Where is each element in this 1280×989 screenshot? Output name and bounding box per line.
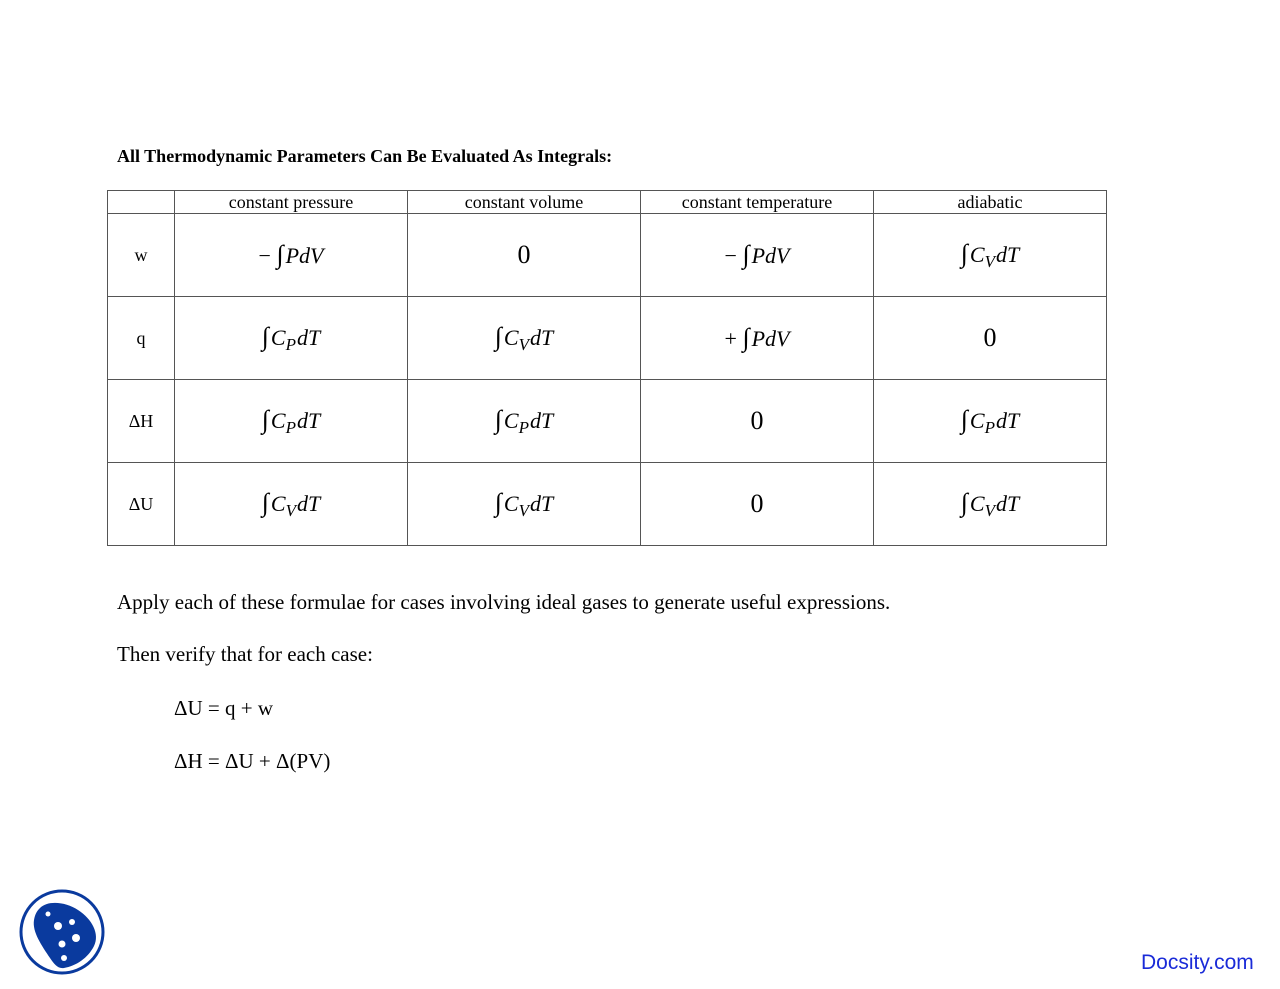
equation-internal-energy: ΔU = q + w bbox=[174, 696, 274, 720]
thermo-table bbox=[107, 190, 1107, 546]
formula-cell bbox=[175, 463, 408, 546]
formula: $\int C_VdT$ bbox=[261, 487, 321, 520]
table-row bbox=[108, 380, 1107, 463]
column-header: constant pressure bbox=[175, 191, 408, 214]
verify-paragraph: Then verify that for each case: bbox=[117, 642, 373, 666]
table-row bbox=[108, 214, 1107, 297]
formula: 0 bbox=[750, 489, 764, 518]
formula-cell bbox=[408, 463, 641, 546]
instruction-paragraph: Apply each of these formulae for cases involving ideal gases to generate useful expressions. bbox=[117, 590, 891, 614]
formula-cell bbox=[175, 214, 408, 297]
column-header-blank bbox=[108, 191, 175, 214]
formula-cell bbox=[874, 214, 1107, 297]
formula: $\int C_PdT$ bbox=[960, 404, 1020, 437]
formula: $\int C_VdT$ bbox=[494, 321, 554, 354]
row-label: ΔU bbox=[108, 463, 175, 546]
formula: $\int C_VdT$ bbox=[960, 487, 1020, 520]
formula-cell bbox=[874, 380, 1107, 463]
table-row bbox=[108, 297, 1107, 380]
column-header: constant temperature bbox=[641, 191, 874, 214]
formula: $\int C_PdT$ bbox=[494, 404, 554, 437]
column-header: adiabatic bbox=[874, 191, 1107, 214]
formula-cell bbox=[175, 380, 408, 463]
table-header-row bbox=[108, 191, 1107, 214]
row-label: w bbox=[108, 214, 175, 297]
formula-cell bbox=[641, 380, 874, 463]
row-label: q bbox=[108, 297, 175, 380]
formula-cell bbox=[641, 214, 874, 297]
formula-cell bbox=[641, 463, 874, 546]
formula: + ∫PdV bbox=[724, 323, 790, 352]
formula: − ∫PdV bbox=[258, 240, 324, 269]
formula: $\int C_VdT$ bbox=[494, 487, 554, 520]
formula-cell bbox=[874, 297, 1107, 380]
formula: 0 bbox=[517, 240, 531, 269]
formula: $\int C_VdT$ bbox=[960, 238, 1020, 271]
row-label: ΔH bbox=[108, 380, 175, 463]
formula-cell bbox=[408, 297, 641, 380]
table-row bbox=[108, 463, 1107, 546]
formula: $\int C_PdT$ bbox=[261, 404, 321, 437]
formula-cell bbox=[175, 297, 408, 380]
formula: $\int C_PdT$ bbox=[261, 321, 321, 354]
page-heading: All Thermodynamic Parameters Can Be Evaluated As Integrals: bbox=[117, 146, 613, 166]
formula-cell bbox=[408, 380, 641, 463]
formula-cell bbox=[641, 297, 874, 380]
docsity-logo-icon bbox=[18, 888, 106, 976]
formula-cell bbox=[408, 214, 641, 297]
equation-enthalpy: ΔH = ΔU + Δ(PV) bbox=[174, 749, 331, 773]
formula-cell bbox=[874, 463, 1107, 546]
formula: 0 bbox=[750, 406, 764, 435]
docsity-brand-link[interactable]: Docsity.com bbox=[1141, 951, 1254, 974]
formula: − ∫PdV bbox=[724, 240, 790, 269]
column-header: constant volume bbox=[408, 191, 641, 214]
formula: 0 bbox=[983, 323, 997, 352]
